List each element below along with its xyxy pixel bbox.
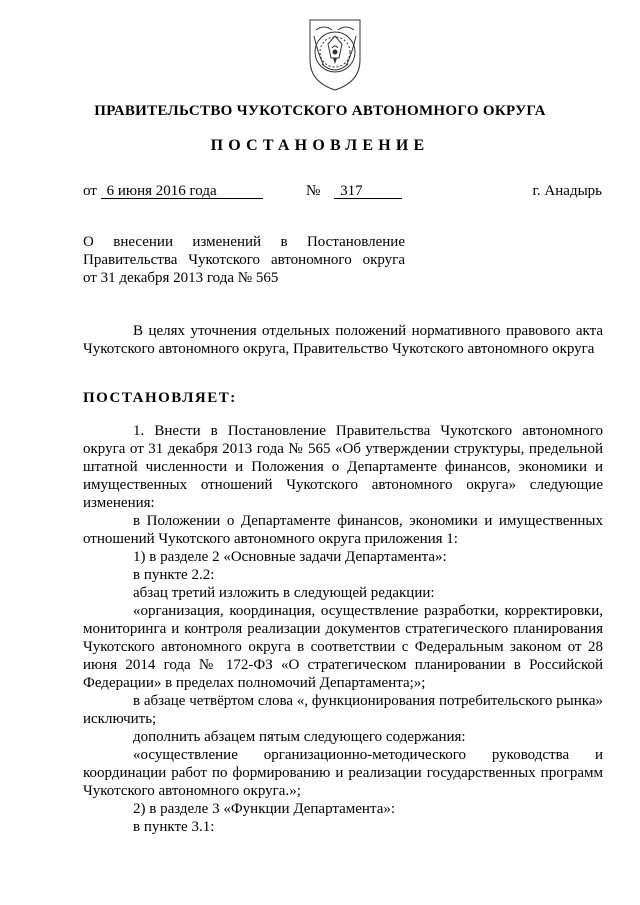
paragraph-6: «организация, координация, осуществление разработки, корректировки, мониторинга и контроля реализации документов стратегического планирования Чукотского автономного округа в соответствии с Федеральным законом от 28 июня 2014 года № 172-ФЗ «О стратегическом планировании в Российской Федерации» в пределах полномочий Департамента;»; bbox=[83, 603, 603, 691]
city: г. Анадырь bbox=[532, 183, 602, 199]
document-subject bbox=[83, 233, 405, 287]
paragraph-3: 1) в разделе 2 «Основные задачи Департамента»: bbox=[133, 549, 447, 565]
subject-line-3: от 31 декабря 2013 года № 565 bbox=[83, 270, 279, 286]
paragraph-1: 1. Внести в Постановление Правительства Чукотского автономного округа от 31 декабря 2013 года № 565 «Об утверждении структуры, предельной штатной численности и Положения о Департаменте финансов, экономики и имущественных отношений Чукотского автономного округа» следующие изменения: bbox=[83, 423, 603, 511]
paragraph-2: в Положении о Департаменте финансов, экономики и имущественных отношений Чукотского автономного округа приложения 1: bbox=[83, 513, 603, 547]
number-value: 317 bbox=[334, 182, 402, 199]
document-number bbox=[306, 182, 402, 200]
subject-line-1: О внесении изменений в Постановление bbox=[83, 234, 405, 250]
coat-of-arms-icon bbox=[302, 14, 368, 94]
paragraph-7: в абзаце четвёртом слова «, функционирования потребительского рынка» исключить; bbox=[83, 693, 603, 727]
preamble bbox=[83, 322, 603, 358]
date-prefix: от bbox=[83, 183, 97, 199]
paragraph-9: «осуществление организационно-методического руководства и координации работ по формированию и реализации государственных программ Чукотского автономного округа.»; bbox=[83, 747, 603, 799]
document-type: ПОСТАНОВЛЕНИЕ bbox=[210, 137, 430, 154]
paragraph-4: в пункте 2.2: bbox=[133, 567, 215, 583]
paragraph-10: 2) в разделе 3 «Функции Департамента»: bbox=[133, 801, 396, 817]
document-body bbox=[83, 422, 603, 836]
document-date bbox=[83, 182, 263, 200]
paragraph-5: абзац третий изложить в следующей редакции: bbox=[133, 585, 435, 601]
preamble-text: В целях уточнения отдельных положений нормативного правового акта Чукотского автономного округа, Правительство Чукотского автономного округа bbox=[83, 323, 603, 357]
paragraph-8: дополнить абзацем пятым следующего содержания: bbox=[133, 729, 466, 745]
government-name: ПРАВИТЕЛЬСТВО ЧУКОТСКОГО АВТОНОМНОГО ОКРУГА bbox=[94, 103, 546, 119]
decree-heading: ПОСТАНОВЛЯЕТ: bbox=[83, 390, 237, 406]
paragraph-11: в пункте 3.1: bbox=[133, 819, 215, 835]
number-sign: № bbox=[306, 183, 321, 199]
date-value: 6 июня 2016 года bbox=[101, 182, 263, 199]
subject-line-2: Правительства Чукотского автономного округа bbox=[83, 252, 405, 268]
